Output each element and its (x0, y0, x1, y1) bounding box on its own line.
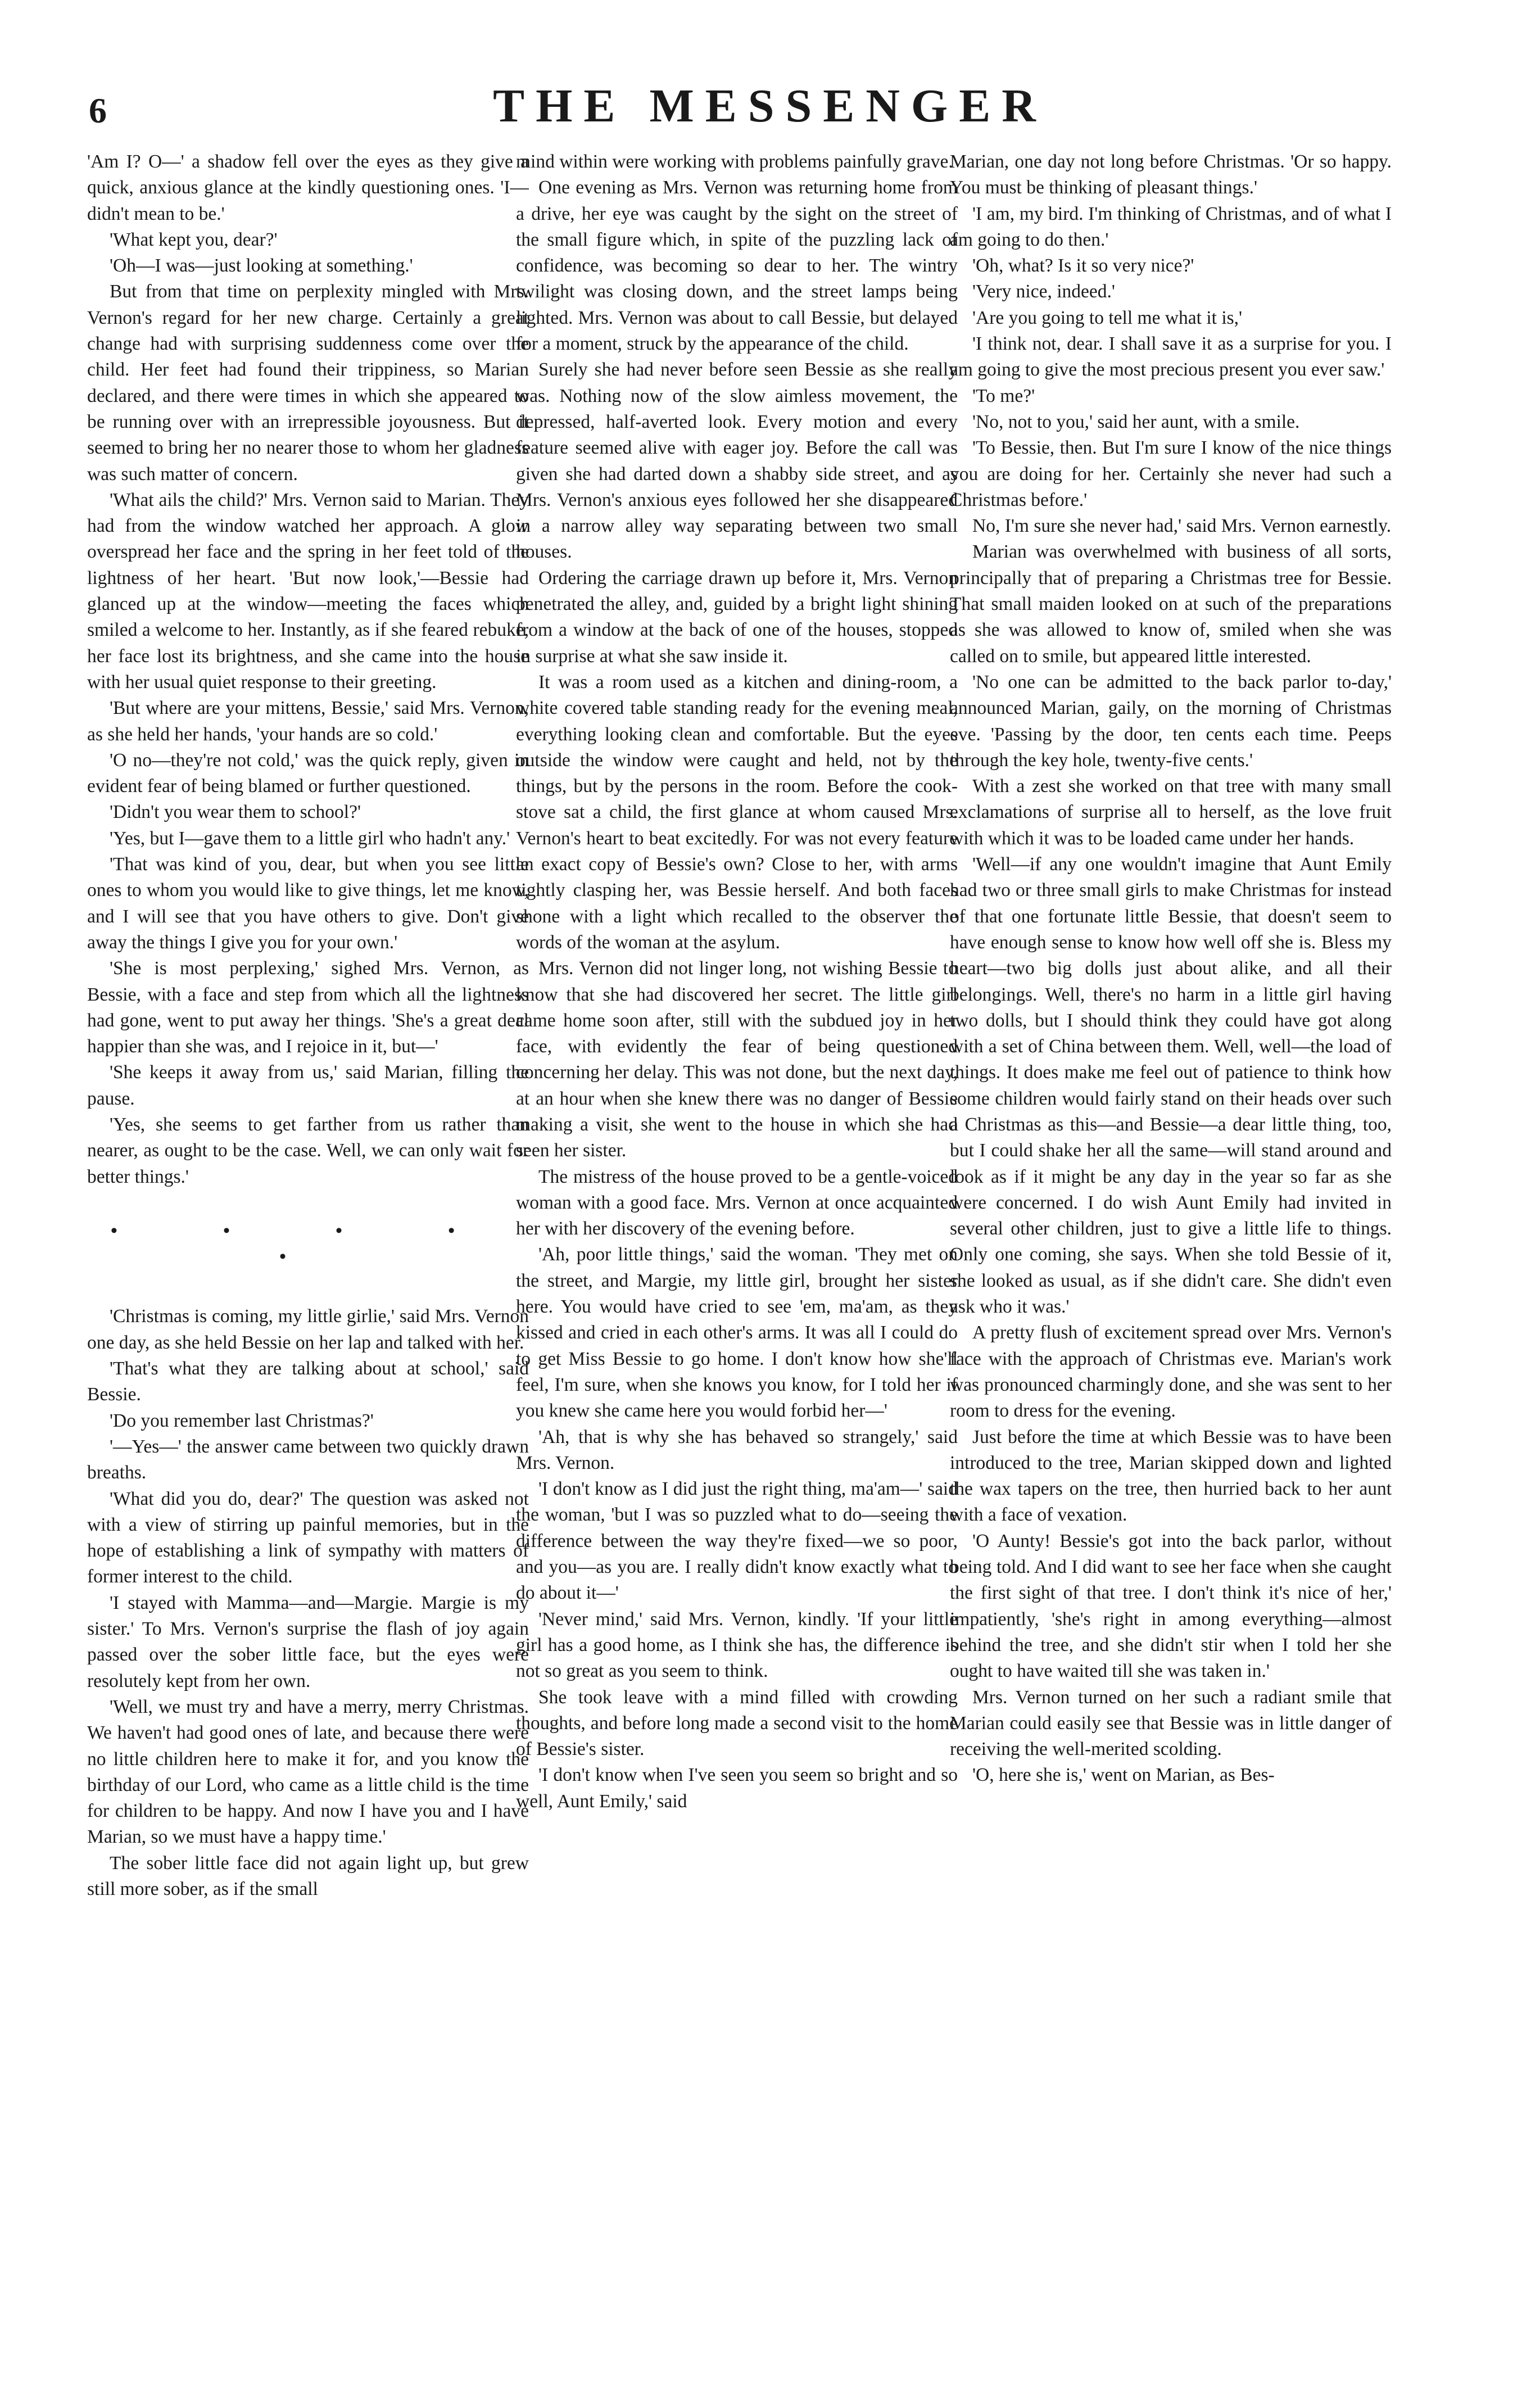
page-number: 6 (89, 91, 107, 130)
paragraph: 'I am, my bird. I'm thinking of Christmas, and of what I am going to do then.' (950, 203, 1392, 250)
paragraph: 'What ails the child?' Mrs. Vernon said to Marian. They had from the window watched her approach. A glow overspread her face and the spring in her feet told of the lightness of her heart. 'But now look,'—Bessie had glanced up at the window—meeting the faces which smiled a welcome to her. Instantly, as if she feared rebuke, her face lost its brightness, and she came into the house with her usual quiet response to their greeting. (87, 489, 529, 693)
paragraph: 'What did you do, dear?' The question was asked not with a view of stirring up painful memories, but in the hope of establishing a link of sympathy with matters of former interest to the child. (87, 1488, 529, 1587)
paragraph: 'Didn't you wear them to school?' (110, 802, 361, 823)
paragraph: Mrs. Vernon turned on her such a radiant smile that Marian could easily see that Bessie was in little danger of receiving the well-merited scolding. (950, 1686, 1392, 1760)
paragraph: 'That's what they are talking about at school,' said Bessie. (87, 1358, 529, 1405)
paragraph: 'Well, we must try and have a merry, merry Christmas. We haven't had good ones of late, and because there were no little children here to make it for, and you know the birthday of our Lord, who came as a little child is the time for children to be happy. And now I have you and I have Marian, so we must have a happy time.' (87, 1696, 529, 1848)
paragraph: mind within were working with problems painfully grave. (516, 151, 953, 172)
paragraph: 'Ah, poor little things,' said the woman. 'They met on the street, and Margie, my little girl, brought her sister here. You would have cried to see 'em, ma'am, as they kissed and cried in each other's arms. It was all I could do to get Miss Bessie to go home. I don't know how she'll feel, I'm sure, when she knows you know, for I told her if you knew she came here you would forbid her—' (516, 1244, 958, 1422)
paragraph: With a zest she worked on that tree with many small exclamations of surprise all to herself, as the love fruit with which it was to be loaded came under her hands. (950, 776, 1392, 849)
paragraph: 'Ah, that is why she has behaved so strangely,' said Mrs. Vernon. (516, 1426, 958, 1473)
paragraph: 'I don't know as I did just the right thing, ma'am—' said the woman, 'but I was so puzzled what to do—seeing the difference between the way they're fixed—we so poor, and you—as you are. I really didn't know exactly what to do about it—' (516, 1478, 958, 1604)
column-2 (516, 149, 958, 2353)
paragraph: It was a room used as a kitchen and dining-room, a white covered table standing ready for the evening meal, everything looking clean and comfortable. But the eyes outside the window were caught and held, not by the things, but by the persons in the room. Before the cook-stove sat a child, the first glance at whom caused Mrs. Vernon's heart to beat excitedly. For was not every feature an exact copy of Bessie's own? Close to her, with arms tightly clasping her, was Bessie herself. And both faces shone with a light which recalled to the observer the words of the woman at the asylum. (516, 671, 958, 953)
paragraph: Mrs. Vernon did not linger long, not wishing Bessie to know that she had discovered her secret. The little girl came home soon after, still with the subdued joy in her face, with evidently the fear of being questioned concerning her delay. This was not done, but the next day, at an hour when she knew there was no danger of Bessie making a visit, she went to the house in which she had seen her sister. (516, 958, 958, 1161)
paragraph: No, I'm sure she never had,' said Mrs. Vernon earnestly. (972, 515, 1392, 537)
paragraph: But from that time on perplexity mingled with Mrs. Vernon's regard for her new charge. Certainly a great change had with surprising suddenness come over the child. Her feet had found their trippiness, so Marian declared, and there were times in which she appeared to be running over with an irrepressible joyousness. But it seemed to bring her no nearer those to whom her gladness was such matter of concern. (87, 281, 529, 485)
paragraph: One evening as Mrs. Vernon was returning home from a drive, her eye was caught by the sight on the street of the small figure which, in spite of the puzzling lack of confidence, was becoming so dear to her. The wintry twilight was closing down, and the street lamps being lighted. Mrs. Vernon was about to call Bessie, but delayed for a moment, struck by the appearance of the child. (516, 177, 958, 355)
paragraph: 'Yes, but I—gave them to a little girl who hadn't any.' (110, 827, 510, 849)
paragraph: 'Well—if any one wouldn't imagine that Aunt Emily had two or three small girls to make Christmas for instead of that one fortunate little Bessie, that doesn't seem to have enough sense to know how well off she is. Bless my heart—two big dolls just about alike, and all their belongings. Well, there's no harm in a little girl having two dolls, but I should think they could have got along with a set of China between them. Well, well—the load of things. It does make me feel out of patience to think how some children would fairly stand on their heads over such a Christmas as this—and Bessie—a dear little thing, too, but I could shake her all the same—will stand around and look as if it might be any day in the year so far as she were concerned. I do wish Aunt Emily had invited in several other children, just to give a little life to things. Only one coming, she says. When she told Bessie of it, she looked as usual, as if she didn't care. She didn't even ask who it was.' (950, 854, 1392, 1318)
paragraph: 'Oh—I was—just looking at something.' (110, 255, 413, 277)
paragraph: The sober little face did not again light up, but grew still more sober, as if the small (87, 1852, 529, 1899)
paragraph: '—Yes—' the answer came between two quickly drawn breaths. (87, 1436, 529, 1483)
paragraph: A pretty flush of excitement spread over Mrs. Vernon's face with the approach of Christmas eve. Marian's work was pronounced charmingly done, and she was sent to her room to dress for the evening. (950, 1322, 1392, 1422)
paragraph: 'She is most perplexing,' sighed Mrs. Vernon, as Bessie, with a face and step from which all the lightness had gone, went to put away her things. 'She's a great deal happier than she was, and I rejoice in it, but—' (87, 958, 529, 1057)
paragraph: 'Christmas is coming, my little girlie,' said Mrs. Vernon one day, as she held Bessie on her lap and talked with her. (87, 1306, 529, 1353)
paragraph: 'Very nice, indeed.' (972, 281, 1115, 302)
paragraph: Just before the time at which Bessie was to have been introduced to the tree, Marian skipped down and lighted the wax tapers on the tree, then hurried back to her aunt with a face of vexation. (950, 1426, 1392, 1526)
paragraph: The mistress of the house proved to be a gentle-voiced woman with a good face. Mrs. Vernon at once acquainted her with her discovery of the evening before. (516, 1166, 958, 1240)
paragraph: 'That was kind of you, dear, but when you see little ones to whom you would like to give things, let me know, and I will see that you have others to give. Don't give away the things I give you for your own.' (87, 854, 529, 953)
section-separator: • • • • • (110, 1220, 506, 1268)
paragraph: 'O no—they're not cold,' was the quick reply, given in evident fear of being blamed or further questioned. (87, 749, 529, 797)
paragraph: 'To Bessie, then. But I'm sure I know of the nice things you are doing for her. Certainly she never had such a Christmas before.' (950, 437, 1392, 510)
paragraph: 'I stayed with Mamma—and—Margie. Margie is my sister.' To Mrs. Vernon's surprise the flash of joy again passed over the sober little face, but the eyes were resolutely kept from her own. (87, 1592, 529, 1691)
paragraph: Ordering the carriage drawn up before it, Mrs. Vernon penetrated the alley, and, guided by a bright light shining from a window at the back of one of the houses, stopped in surprise at what she saw inside it. (516, 567, 958, 667)
masthead-title: THE MESSENGER (493, 80, 1047, 132)
paragraph: 'O, here she is,' went on Marian, as Bes- (972, 1765, 1275, 1786)
paragraph: 'Are you going to tell me what it is,' (972, 307, 1243, 328)
paragraph: Marian, one day not long before Christmas. 'Or so happy. You must be thinking of pleasant things.' (950, 151, 1392, 198)
column-3 (950, 149, 1392, 2353)
column-1 (87, 149, 529, 2353)
paragraph: 'Am I? O—' a shadow fell over the eyes as they give a quick, anxious glance at the kindly questioning ones. 'I—didn't mean to be.' (87, 151, 529, 224)
paragraph: 'What kept you, dear?' (110, 229, 278, 250)
paragraph: 'No, not to you,' said her aunt, with a smile. (972, 411, 1300, 432)
paragraph: Marian was overwhelmed with business of all sorts, principally that of preparing a Christmas tree for Bessie. That small maiden looked on at such of the preparations as she was allowed to know of, smiled when she was called on to smile, but appeared little interested. (950, 541, 1392, 667)
paragraph: Surely she had never before seen Bessie as she really was. Nothing now of the slow aimless movement, the depressed, half-averted look. Every motion and every feature seemed alive with eager joy. Before the call was given she had darted down a shabby side street, and as Mrs. Vernon's anxious eyes followed her she disappeared in a narrow alley way separating between two small houses. (516, 359, 958, 563)
paragraph: She took leave with a mind filled with crowding thoughts, and before long made a second visit to the home of Bessie's sister. (516, 1686, 958, 1760)
paragraph: 'No one can be admitted to the back parlor to-day,' announced Marian, gaily, on the morning of Christmas eve. 'Passing by the door, ten cents each time. Peeps through the key hole, twenty-five cents.' (950, 671, 1392, 771)
paragraph: 'Do you remember last Christmas?' (110, 1410, 374, 1431)
page-header (0, 79, 1540, 146)
paragraph: 'She keeps it away from us,' said Marian, filling the pause. (87, 1062, 529, 1109)
paragraph: 'But where are your mittens, Bessie,' said Mrs. Vernon, as she held her hands, 'your hands are so cold.' (87, 698, 529, 745)
paragraph: 'I think not, dear. I shall save it as a surprise for you. I am going to give the most precious present you ever saw.' (950, 333, 1392, 381)
paragraph: 'Oh, what? Is it so very nice?' (972, 255, 1194, 277)
paragraph: 'I don't know when I've seen you seem so bright and so well, Aunt Emily,' said (516, 1765, 958, 1812)
paragraph: 'To me?' (972, 385, 1035, 406)
paragraph: 'Never mind,' said Mrs. Vernon, kindly. 'If your little girl has a good home, as I think she has, the difference is not so great as you seem to think. (516, 1608, 958, 1682)
paragraph: 'Yes, she seems to get farther from us rather than nearer, as ought to be the case. Well, we can only wait for better things.' (87, 1114, 529, 1187)
paragraph: 'O Aunty! Bessie's got into the back parlor, without being told. And I did want to see her face when she caught the first sight of that tree. I don't think it's nice of her,' impatiently, 'she's right in among everything—almost behind the tree, and she didn't stir when I told her she ought to have waited till she was taken in.' (950, 1530, 1392, 1682)
